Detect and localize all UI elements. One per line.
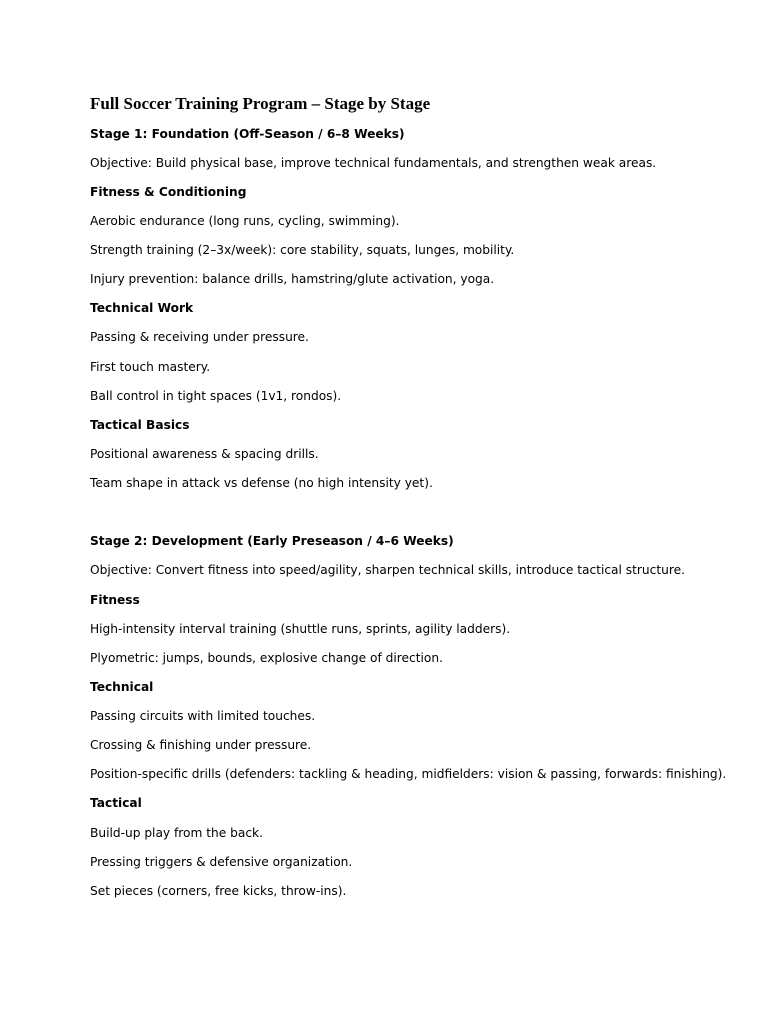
list-item: Passing circuits with limited touches. — [90, 709, 316, 723]
stage-2-tactical-heading: Tactical — [90, 796, 142, 810]
document-title: Full Soccer Training Program – Stage by Stage — [90, 94, 431, 113]
list-item: Position-specific drills (defenders: tackling & heading, midfielders: vision & passing, forwards: finishing). — [90, 767, 727, 781]
list-item: First touch mastery. — [90, 360, 211, 374]
stage-2-objective: Objective: Convert fitness into speed/agility, sharpen technical skills, introduce tactical structure. — [90, 563, 685, 577]
stage-2-fitness-heading: Fitness — [90, 593, 140, 607]
list-item: Plyometric: jumps, bounds, explosive change of direction. — [90, 651, 443, 665]
stage-2-technical-heading: Technical — [90, 680, 154, 694]
list-item: Ball control in tight spaces (1v1, rondos). — [90, 389, 342, 403]
list-item: Build-up play from the back. — [90, 826, 263, 840]
list-item: Injury prevention: balance drills, hamstring/glute activation, yoga. — [90, 272, 495, 286]
list-item: Team shape in attack vs defense (no high intensity yet). — [90, 476, 433, 490]
list-item: Aerobic endurance (long runs, cycling, swimming). — [90, 214, 400, 228]
stage-1-tactical-heading: Tactical Basics — [90, 418, 190, 432]
list-item: Positional awareness & spacing drills. — [90, 447, 319, 461]
list-item: Crossing & finishing under pressure. — [90, 738, 312, 752]
list-item: Strength training (2–3x/week): core stability, squats, lunges, mobility. — [90, 243, 515, 257]
list-item: Set pieces (corners, free kicks, throw-ins). — [90, 884, 347, 898]
stage-1-objective: Objective: Build physical base, improve technical fundamentals, and strengthen weak areas. — [90, 156, 657, 170]
list-item: Pressing triggers & defensive organization. — [90, 855, 353, 869]
list-item: Passing & receiving under pressure. — [90, 330, 309, 344]
stage-2-heading: Stage 2: Development (Early Preseason / 4–6 Weeks) — [90, 534, 454, 548]
stage-1-heading: Stage 1: Foundation (Off-Season / 6–8 Weeks) — [90, 127, 405, 141]
stage-1-fitness-heading: Fitness & Conditioning — [90, 185, 247, 199]
stage-1-technical-heading: Technical Work — [90, 301, 194, 315]
list-item: High-intensity interval training (shuttle runs, sprints, agility ladders). — [90, 622, 511, 636]
